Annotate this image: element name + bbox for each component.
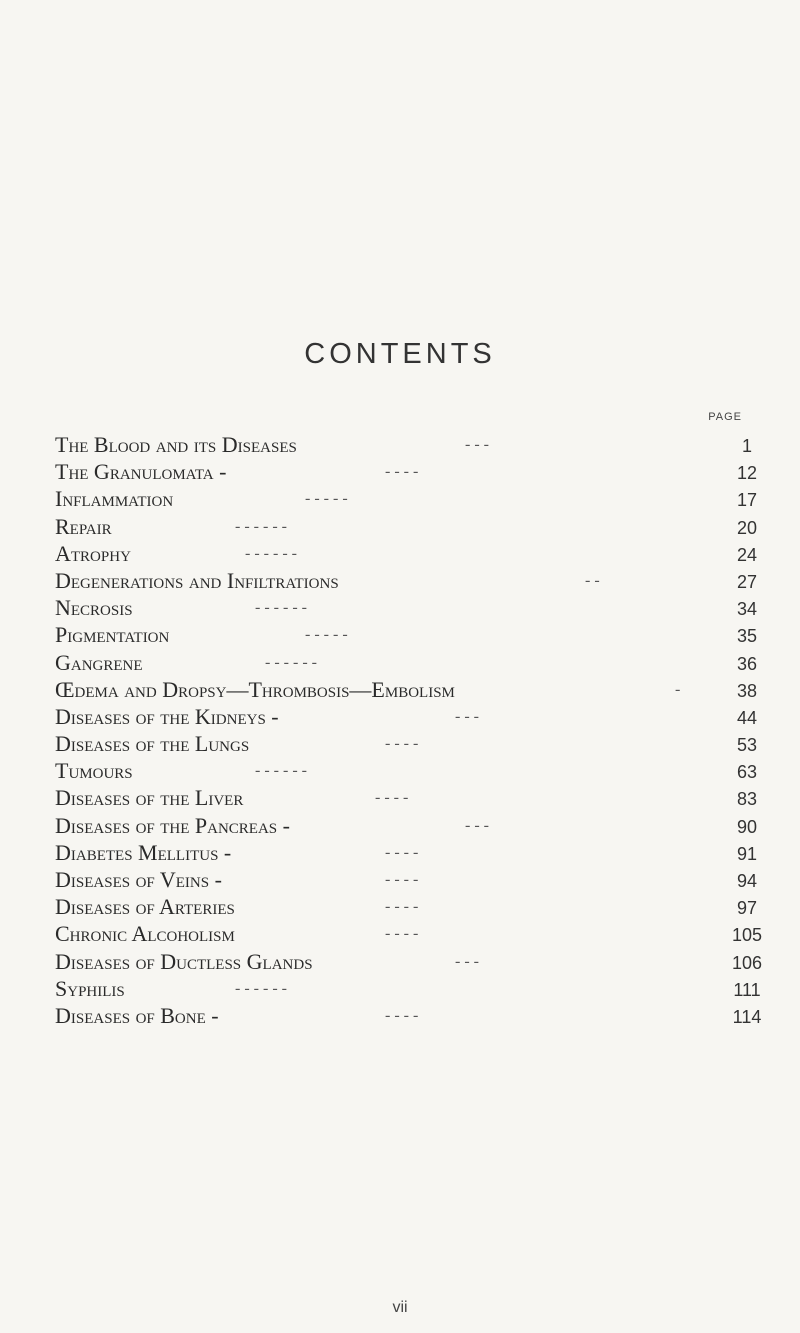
contents-heading: CONTENTS bbox=[304, 338, 496, 370]
toc-entry-page: 12 bbox=[736, 463, 758, 484]
toc-entry bbox=[55, 975, 767, 1002]
toc-entry-page: 17 bbox=[736, 490, 758, 511]
toc-leader-dots: - - - bbox=[455, 952, 479, 970]
toc-entry-page: 106 bbox=[731, 952, 763, 973]
toc-entry-title: Diseases of Arteries bbox=[55, 894, 235, 920]
toc-entry-title: The Granulomata - bbox=[55, 459, 227, 485]
toc-leader-dots: - - - - - bbox=[305, 490, 348, 508]
toc-entry-page: 20 bbox=[736, 517, 758, 538]
toc-entry-page: 97 bbox=[736, 898, 758, 919]
toc-entry-title: Diseases of Bone - bbox=[55, 1002, 219, 1028]
toc-entry-title: Diabetes Mellitus - bbox=[55, 839, 232, 865]
toc-entry bbox=[55, 431, 767, 458]
toc-entry bbox=[55, 485, 767, 512]
toc-entry-page: 83 bbox=[736, 789, 758, 810]
toc-entry bbox=[55, 703, 767, 730]
toc-leader-dots: - - - - - - bbox=[235, 979, 287, 997]
toc-entry bbox=[55, 757, 767, 784]
toc-entry-title: The Blood and its Diseases bbox=[55, 432, 297, 457]
toc-entry-page: 38 bbox=[736, 680, 758, 701]
toc-entry bbox=[55, 458, 767, 485]
toc-leader-dots: - - - - bbox=[385, 843, 419, 861]
toc-leader-dots: - - - - bbox=[375, 789, 409, 807]
toc-entry-title: Diseases of Ductless Glands bbox=[55, 948, 313, 974]
toc-leader-dots: - bbox=[675, 680, 681, 698]
toc-entry bbox=[55, 812, 767, 839]
toc-entry-title: Tumours bbox=[55, 758, 133, 784]
toc-entry-page: 94 bbox=[736, 871, 758, 891]
toc-entry-page: 34 bbox=[736, 599, 758, 620]
toc-entry-title: Diseases of Veins - bbox=[55, 867, 222, 892]
toc-entry bbox=[55, 893, 767, 920]
toc-entry bbox=[55, 513, 767, 540]
toc-leader-dots: - - - - - - bbox=[245, 544, 297, 562]
toc-entry-title: Atrophy bbox=[55, 540, 131, 566]
page-folio: vii bbox=[392, 1299, 408, 1316]
toc-leader-dots: - - - bbox=[455, 707, 479, 725]
toc-entry-page: 24 bbox=[736, 544, 758, 565]
table-of-contents bbox=[55, 431, 767, 1029]
toc-entry-page: 63 bbox=[736, 762, 758, 783]
toc-entry-title: Diseases of the Liver bbox=[55, 785, 244, 811]
toc-leader-dots: - - - - - - bbox=[235, 517, 287, 535]
toc-entry-title: Repair bbox=[55, 513, 112, 539]
toc-entry-title: Degenerations and Infiltrations bbox=[55, 567, 339, 593]
toc-entry-title: Diseases of the Pancreas - bbox=[55, 812, 290, 838]
toc-entry-title: Diseases of the Kidneys - bbox=[55, 703, 279, 729]
toc-leader-dots: - - - - - - bbox=[255, 599, 307, 617]
toc-entry bbox=[55, 948, 767, 975]
toc-entry bbox=[55, 594, 767, 621]
toc-entry bbox=[55, 540, 767, 567]
toc-entry bbox=[55, 1002, 767, 1029]
toc-entry-page: 111 bbox=[733, 979, 761, 1000]
toc-entry-page: 36 bbox=[736, 653, 758, 674]
toc-entry bbox=[55, 621, 767, 648]
toc-entry-title: Inflammation bbox=[55, 486, 174, 512]
toc-leader-dots: - - - - bbox=[385, 1006, 419, 1024]
toc-leader-dots: - - - - - - bbox=[255, 762, 307, 780]
toc-entry-page: 53 bbox=[736, 735, 758, 756]
toc-entry-title: Œdema and Dropsy—Thrombosis—Embolism bbox=[55, 676, 455, 702]
toc-entry bbox=[55, 676, 767, 703]
toc-entry bbox=[55, 920, 767, 947]
toc-entry bbox=[55, 567, 767, 594]
toc-entry bbox=[55, 730, 767, 757]
toc-entry-page: 114 bbox=[732, 1006, 762, 1027]
toc-leader-dots: - - - bbox=[465, 816, 489, 834]
toc-entry bbox=[55, 866, 767, 893]
toc-leader-dots: - - - - bbox=[385, 925, 419, 943]
toc-leader-dots: - - - - - bbox=[305, 626, 348, 644]
toc-entry-title: Necrosis bbox=[55, 595, 133, 621]
toc-entry-page: 27 bbox=[736, 571, 758, 592]
toc-leader-dots: - - - - - - bbox=[265, 653, 317, 671]
toc-leader-dots: - - - bbox=[465, 436, 489, 453]
toc-entry-page: 105 bbox=[731, 925, 763, 946]
toc-leader-dots: - - bbox=[585, 571, 600, 589]
toc-entry-title: Syphilis bbox=[55, 975, 125, 1001]
toc-entry-page: 91 bbox=[736, 843, 758, 864]
toc-leader-dots: - - - - bbox=[385, 735, 419, 753]
toc-entry-title: Gangrene bbox=[55, 649, 143, 675]
page-column-label: PAGE bbox=[708, 411, 742, 423]
toc-entry-title: Chronic Alcoholism bbox=[55, 921, 235, 947]
toc-leader-dots: - - - - bbox=[385, 871, 419, 888]
toc-entry bbox=[55, 649, 767, 676]
toc-entry-page: 1 bbox=[741, 436, 752, 456]
toc-entry-title: Pigmentation bbox=[55, 622, 170, 648]
toc-leader-dots: - - - - bbox=[385, 463, 419, 481]
toc-entry-title: Diseases of the Lungs bbox=[55, 731, 250, 757]
toc-entry bbox=[55, 839, 767, 866]
toc-entry-page: 35 bbox=[736, 626, 758, 647]
toc-leader-dots: - - - - bbox=[385, 898, 419, 916]
toc-entry-page: 44 bbox=[736, 707, 758, 728]
toc-entry bbox=[55, 784, 767, 811]
toc-entry-page: 90 bbox=[736, 816, 758, 837]
